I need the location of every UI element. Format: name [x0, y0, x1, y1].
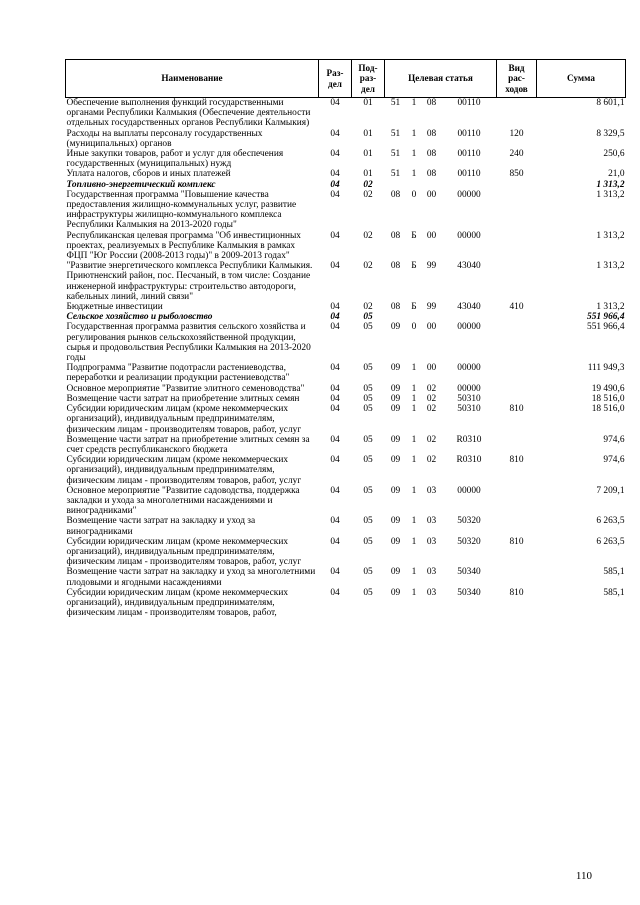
cell-target-direction: 00000	[457, 230, 481, 241]
cell-amount: 1 313,2	[596, 302, 625, 313]
cell-expense-type	[497, 363, 537, 383]
cell-amount: 8 329,5	[596, 128, 625, 139]
cell-target-event: 03	[426, 485, 437, 496]
cell-name: Возмещение части затрат на приобретение элитных семян	[66, 393, 300, 404]
cell-target-direction: 00000	[457, 485, 481, 496]
cell-section: 04	[330, 189, 340, 200]
table-row	[66, 302, 626, 312]
cell-subsection: 05	[363, 567, 373, 578]
cell-name: Сельское хозяйство и рыболовство	[66, 312, 213, 323]
table-row	[66, 169, 626, 179]
cell-target-event: 99	[426, 261, 437, 272]
cell-target-program	[385, 312, 407, 322]
cell-subsection: 02	[363, 189, 373, 200]
cell-section: 04	[330, 322, 340, 333]
cell-target-subprogram: Б	[411, 230, 417, 241]
cell-amount: 18 516,0	[591, 393, 625, 404]
cell-expense-type: 810	[509, 455, 524, 466]
cell-target-program: 08	[390, 230, 401, 241]
header-target-article: Целевая статья	[385, 60, 497, 98]
cell-amount: 250,6	[603, 149, 625, 160]
cell-target-direction: 50340	[457, 587, 481, 598]
cell-section: 04	[330, 434, 340, 445]
table-row	[66, 486, 626, 517]
cell-section: 04	[330, 587, 340, 598]
cell-target-subprogram: 1	[411, 393, 417, 404]
cell-section: 04	[330, 169, 340, 180]
cell-section: 04	[330, 516, 340, 527]
cell-target-program: 09	[390, 536, 401, 547]
cell-section: 04	[330, 455, 340, 466]
budget-table	[65, 59, 626, 618]
table-row	[66, 98, 626, 129]
cell-subsection: 01	[363, 149, 373, 160]
cell-subsection: 05	[363, 312, 373, 323]
cell-target-program: 09	[390, 393, 401, 404]
cell-amount: 21,0	[608, 169, 625, 180]
cell-section: 04	[330, 149, 340, 160]
cell-target-event: 99	[426, 302, 437, 313]
cell-amount: 1 313,2	[596, 261, 625, 272]
cell-subsection: 05	[363, 516, 373, 527]
cell-subsection: 01	[363, 169, 373, 180]
cell-target-program: 09	[390, 567, 401, 578]
cell-section: 04	[330, 485, 340, 496]
cell-name: Уплата налогов, сборов и иных платежей	[66, 169, 231, 180]
cell-target-subprogram: 1	[411, 169, 417, 180]
cell-target-event: 02	[426, 393, 437, 404]
cell-target-direction: 00110	[457, 128, 481, 139]
cell-section: 04	[330, 128, 340, 139]
cell-amount: 974,6	[603, 434, 625, 445]
cell-name: Иные закупки товаров, работ и услуг для обеспечения государственных (муниципальных) нужд	[66, 149, 284, 170]
cell-target-event: 03	[426, 516, 437, 527]
cell-expense-type: 850	[509, 169, 524, 180]
cell-expense-type	[497, 322, 537, 363]
cell-target-event: 02	[426, 383, 437, 394]
table-row	[66, 129, 626, 149]
header-amount: Сумма	[537, 60, 626, 98]
cell-target-subprogram: 1	[411, 404, 417, 415]
cell-amount: 6 263,5	[596, 516, 625, 527]
cell-target-subprogram: 0	[411, 189, 417, 200]
cell-subsection: 02	[363, 302, 373, 313]
table-row	[66, 149, 626, 169]
cell-name: Субсидии юридическим лицам (кроме некоммерческих организаций), индивидуальным предпринимателям, физическим лицам - производителям товаров, работ,	[66, 587, 289, 619]
cell-name: Основное мероприятие "Развитие элитного семеноводства"	[66, 383, 305, 394]
cell-target-direction: 50340	[457, 567, 481, 578]
cell-target-subprogram: 1	[411, 363, 417, 374]
cell-expense-type	[497, 98, 537, 129]
cell-name: Субсидии юридическим лицам (кроме некоммерческих организаций), индивидуальным предпринимателям, физическим лицам - производителям товаров, работ, услуг	[66, 536, 302, 568]
cell-target-program: 09	[390, 383, 401, 394]
table-body	[66, 98, 626, 619]
cell-name: Возмещение части затрат на закладку и уход за многолетними плодовыми и ягодными насаждениями	[66, 567, 316, 588]
table-row	[66, 363, 626, 383]
cell-expense-type: 810	[509, 404, 524, 415]
cell-amount: 1 313,2	[596, 230, 625, 241]
cell-expense-type	[497, 384, 537, 394]
cell-target-event	[422, 180, 442, 190]
cell-target-direction: 43040	[457, 302, 481, 313]
cell-expense-type	[497, 435, 537, 455]
header-name: Наименование	[66, 60, 319, 98]
table-header	[66, 60, 626, 98]
table-row	[66, 322, 626, 363]
cell-target-subprogram: 1	[411, 98, 417, 108]
cell-amount: 551 966,4	[587, 312, 625, 323]
cell-name: Возмещение части затрат на закладку и уход за виноградниками	[66, 516, 256, 537]
cell-target-event: 03	[426, 536, 437, 547]
cell-target-direction: 50310	[457, 393, 481, 404]
cell-name: Субсидии юридическим лицам (кроме некоммерческих организаций), индивидуальным предпринимателям, физическим лицам - производителям товаров, работ, услуг	[66, 404, 302, 435]
cell-target-event: 08	[426, 149, 437, 160]
cell-target-program: 09	[390, 587, 401, 598]
cell-subsection: 05	[363, 587, 373, 598]
cell-section: 04	[330, 567, 340, 578]
cell-target-subprogram: 1	[411, 455, 417, 466]
cell-section: 04	[330, 312, 340, 323]
cell-name: Расходы на выплаты персоналу государственных (муниципальных) органов	[66, 128, 263, 149]
table-row	[66, 516, 626, 536]
table-row	[66, 231, 626, 262]
cell-target-program: 09	[390, 363, 401, 374]
cell-target-program: 51	[390, 149, 401, 160]
cell-target-subprogram: 1	[411, 536, 417, 547]
cell-target-subprogram: 1	[411, 128, 417, 139]
cell-target-direction: 00000	[457, 363, 481, 374]
header-subsection: Под- раз- дел	[352, 60, 385, 98]
cell-name: Топливно-энергетический комплекс	[66, 179, 216, 190]
cell-target-subprogram: 0	[411, 322, 417, 333]
cell-target-direction: 00110	[457, 169, 481, 180]
table-row	[66, 404, 626, 435]
cell-amount: 974,6	[603, 455, 625, 466]
cell-section: 04	[330, 230, 340, 241]
cell-target-direction: 00000	[457, 322, 481, 333]
cell-amount: 19 490,6	[591, 383, 625, 394]
cell-subsection: 05	[363, 322, 373, 333]
table-row	[66, 394, 626, 404]
table-row	[66, 384, 626, 394]
cell-expense-type	[497, 180, 537, 190]
table-row	[66, 261, 626, 302]
cell-target-subprogram	[407, 180, 422, 190]
cell-target-program: 51	[390, 128, 401, 139]
cell-target-program: 08	[390, 261, 401, 272]
cell-amount: 18 516,0	[591, 404, 625, 415]
cell-target-subprogram: 1	[411, 516, 417, 527]
cell-target-direction: 43040	[457, 261, 481, 272]
cell-section: 04	[330, 302, 340, 313]
cell-name: Субсидии юридическим лицам (кроме некоммерческих организаций), индивидуальным предпринимателям, физическим лицам - производителям товаров, работ, услуг	[66, 455, 302, 486]
cell-expense-type: 410	[509, 302, 524, 313]
cell-expense-type	[497, 394, 537, 404]
cell-section: 04	[330, 383, 340, 394]
cell-target-event: 02	[426, 434, 437, 445]
cell-target-event: 02	[426, 455, 437, 466]
cell-target-direction: R0310	[456, 455, 482, 466]
cell-expense-type	[497, 261, 537, 302]
cell-subsection: 01	[363, 98, 373, 108]
cell-target-direction	[442, 312, 497, 322]
cell-target-direction: 50320	[457, 536, 481, 547]
table-row	[66, 455, 626, 486]
cell-amount: 585,1	[603, 587, 625, 598]
cell-target-event: 08	[426, 169, 437, 180]
cell-expense-type	[497, 231, 537, 262]
table-row	[66, 435, 626, 455]
cell-section: 04	[330, 179, 340, 190]
cell-expense-type	[497, 567, 537, 587]
cell-target-event: 03	[426, 567, 437, 578]
cell-subsection: 05	[363, 434, 373, 445]
cell-target-direction: R0310	[456, 434, 482, 445]
cell-amount: 6 263,5	[596, 536, 625, 547]
cell-subsection: 05	[363, 363, 373, 374]
cell-name: Подпрограмма "Развитие подотрасли растениеводства, переработки и реализации продукции растениеводства"	[66, 363, 290, 384]
cell-subsection: 05	[363, 485, 373, 496]
cell-section: 04	[330, 536, 340, 547]
cell-target-direction	[442, 180, 497, 190]
cell-subsection: 05	[363, 536, 373, 547]
cell-target-program: 08	[390, 302, 401, 313]
cell-target-program: 51	[390, 169, 401, 180]
cell-target-event: 03	[426, 587, 437, 598]
cell-name: Возмещение части затрат на приобретение элитных семян за счет средств республиканского бюджета	[66, 434, 310, 455]
cell-name: Государственная программа развития сельского хозяйства и регулирования рынков сельскохозяйственной продукции, сырья и продовольствия Республики Калмыкия на 2013-2020 годы	[66, 322, 311, 364]
cell-target-event: 00	[426, 230, 437, 241]
cell-amount: 551 966,4	[587, 322, 625, 333]
cell-target-subprogram	[407, 312, 422, 322]
cell-target-program: 51	[390, 98, 401, 108]
cell-subsection: 05	[363, 383, 373, 394]
cell-amount: 1 313,2	[596, 179, 625, 190]
cell-subsection: 05	[363, 393, 373, 404]
table-row	[66, 180, 626, 190]
cell-target-direction: 50310	[457, 404, 481, 415]
cell-target-event: 08	[426, 128, 437, 139]
cell-target-event: 00	[426, 322, 437, 333]
cell-name: Государственная программа "Повышение качества предоставления жилищно-коммунальных услуг, развитие инфраструктуры жилищно-коммунального комплекса Республики Калмыкия на 2013-2020 годы"	[66, 189, 297, 231]
cell-target-subprogram: Б	[411, 261, 417, 272]
cell-subsection: 02	[363, 230, 373, 241]
cell-expense-type: 120	[509, 128, 524, 139]
cell-section: 04	[330, 393, 340, 404]
cell-target-subprogram: 1	[411, 149, 417, 160]
cell-expense-type: 810	[509, 536, 524, 547]
cell-target-subprogram: 1	[411, 434, 417, 445]
cell-subsection: 01	[363, 128, 373, 139]
cell-target-subprogram: 1	[411, 567, 417, 578]
cell-expense-type	[497, 486, 537, 517]
cell-amount: 7 209,1	[596, 485, 625, 496]
cell-target-program: 09	[390, 455, 401, 466]
cell-target-event	[422, 312, 442, 322]
table-row	[66, 537, 626, 568]
cell-amount: 585,1	[603, 567, 625, 578]
cell-section: 04	[330, 98, 340, 108]
cell-section: 04	[330, 404, 340, 415]
cell-target-program: 09	[390, 322, 401, 333]
cell-name: Бюджетные инвестиции	[66, 302, 163, 313]
cell-subsection: 05	[363, 455, 373, 466]
cell-target-program: 09	[390, 485, 401, 496]
cell-target-program: 09	[390, 404, 401, 415]
cell-target-event: 00	[426, 189, 437, 200]
cell-subsection: 05	[363, 404, 373, 415]
page-number: 110	[575, 870, 592, 882]
cell-expense-type: 810	[509, 587, 524, 598]
cell-target-direction: 00110	[457, 98, 481, 108]
cell-target-subprogram: 1	[411, 485, 417, 496]
cell-section: 04	[330, 261, 340, 272]
cell-target-subprogram: 1	[411, 587, 417, 598]
cell-expense-type: 240	[509, 149, 524, 160]
cell-expense-type	[497, 516, 537, 536]
cell-target-program: 09	[390, 516, 401, 527]
cell-name: Республиканская целевая программа "Об инвестиционных проектах, реализуемых в Республике Калмыкия в рамках ФЦП "Юг России (2008-2013 годы)" в 2009-2013 годах"	[66, 230, 301, 262]
cell-subsection: 02	[363, 261, 373, 272]
cell-name: Обеспечение выполнения функций государственными органами Республики Калмыкия (Обеспечение деятельности отдельных государственных органов Республики Калмыкия)	[66, 98, 311, 129]
cell-amount: 1 313,2	[596, 189, 625, 200]
table-row	[66, 312, 626, 322]
cell-target-event: 00	[426, 363, 437, 374]
cell-target-program: 09	[390, 434, 401, 445]
cell-target-subprogram: Б	[411, 302, 417, 313]
cell-name: Основное мероприятие "Развитие садоводства, поддержка закладки и ухода за многолетними насаждениями и виноградниками"	[66, 485, 300, 517]
header-expense-type: Вид рас- ходов	[497, 60, 537, 98]
cell-target-event: 02	[426, 404, 437, 415]
table-row	[66, 588, 626, 619]
cell-target-program: 08	[390, 189, 401, 200]
cell-target-subprogram: 1	[411, 383, 417, 394]
cell-target-program	[385, 180, 407, 190]
cell-subsection: 02	[363, 179, 373, 190]
cell-amount: 111 949,3	[587, 363, 625, 374]
cell-expense-type	[497, 312, 537, 322]
cell-target-direction: 00110	[457, 149, 481, 160]
cell-target-direction: 50320	[457, 516, 481, 527]
table-row	[66, 190, 626, 231]
cell-amount: 8 601,1	[596, 98, 625, 108]
table-row	[66, 567, 626, 587]
cell-target-direction: 00000	[457, 383, 481, 394]
cell-target-direction: 00000	[457, 189, 481, 200]
cell-section: 04	[330, 363, 340, 374]
cell-name: "Развитие энергетического комплекса Республики Калмыкия. Приютненский район, пос. Песчаный, в том числе: Создание инженерной инфраструктуры: строительство автодороги, кабельных линий, линий связи"	[66, 261, 313, 302]
cell-target-event: 08	[426, 98, 437, 108]
cell-expense-type	[497, 190, 537, 231]
header-section: Раз- дел	[319, 60, 352, 98]
